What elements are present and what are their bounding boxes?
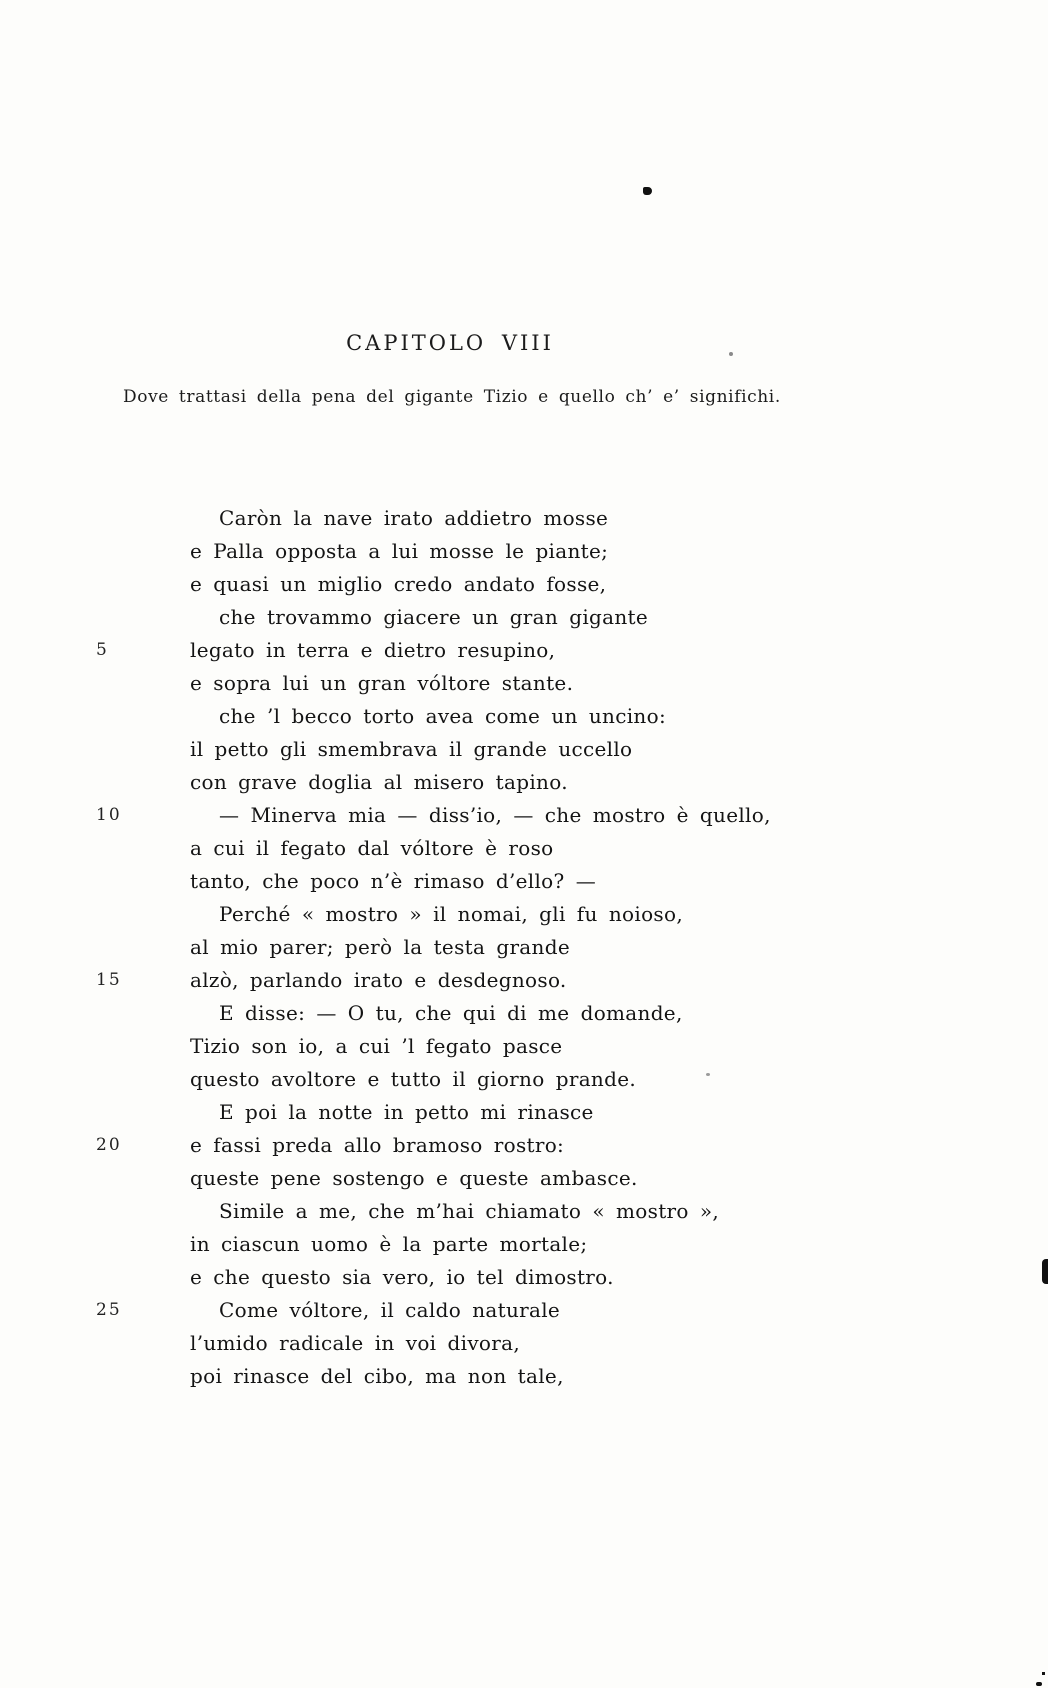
poem-line-text: Come vóltore, il caldo naturale (219, 1298, 561, 1322)
poem-line-text: che trovammo giacere un gran gigante (219, 605, 649, 629)
ink-speck (1042, 1259, 1048, 1284)
poem-line (0, 799, 1048, 832)
poem-line-text: e Palla opposta a lui mosse le piante; (190, 539, 609, 563)
poem-line-text: a cui il fegato dal vóltore è roso (190, 836, 554, 860)
poem-line (0, 1063, 1048, 1096)
poem-line (0, 502, 1048, 535)
poem-line (0, 1360, 1048, 1393)
poem-line-text: Tizio son io, a cui ’l fegato pasce (190, 1034, 563, 1058)
poem-line (0, 931, 1048, 964)
ink-speck (706, 1073, 710, 1076)
line-number: 25 (96, 1300, 122, 1320)
line-number: 15 (96, 970, 122, 990)
poem-line-text: con grave doglia al misero tapino. (190, 770, 568, 794)
poem-line (0, 1195, 1048, 1228)
poem-line-text: e fassi preda allo bramoso rostro: (190, 1133, 565, 1157)
poem-line-text: alzò, parlando irato e desdegnoso. (190, 968, 567, 992)
poem-line (0, 700, 1048, 733)
poem (0, 502, 1048, 1393)
poem-line (0, 997, 1048, 1030)
poem-line (0, 601, 1048, 634)
poem-line (0, 1162, 1048, 1195)
ink-speck (643, 187, 652, 195)
poem-line-text: e sopra lui un gran vóltore stante. (190, 671, 574, 695)
poem-line-text: al mio parer; però la testa grande (190, 935, 570, 959)
poem-line-text: legato in terra e dietro resupino, (190, 638, 556, 662)
poem-line (0, 1228, 1048, 1261)
poem-line (0, 1030, 1048, 1063)
poem-line-text: queste pene sostengo e queste ambasce. (190, 1166, 638, 1190)
poem-line (0, 634, 1048, 667)
poem-line-text: in ciascun uomo è la parte mortale; (190, 1232, 588, 1256)
poem-line (0, 1327, 1048, 1360)
poem-line-text: Perché « mostro » il nomai, gli fu noioso, (219, 902, 683, 926)
poem-line (0, 1096, 1048, 1129)
poem-line (0, 1294, 1048, 1327)
ink-speck (729, 352, 733, 356)
poem-line (0, 865, 1048, 898)
poem-line-text: tanto, che poco n’è rimaso d’ello? — (190, 869, 597, 893)
poem-line (0, 667, 1048, 700)
poem-line-text: e quasi un miglio credo andato fosse, (190, 572, 607, 596)
poem-line (0, 1129, 1048, 1162)
poem-line (0, 898, 1048, 931)
ink-speck (1042, 1672, 1045, 1675)
line-number: 5 (96, 640, 109, 660)
chapter-title: CAPITOLO VIII (346, 331, 554, 355)
line-number: 20 (96, 1135, 122, 1155)
poem-line-text: l’umido radicale in voi divora, (190, 1331, 521, 1355)
chapter-subtitle: Dove trattasi della pena del gigante Tizio e quello ch’ e’ significhi. (123, 387, 781, 407)
poem-line-text: poi rinasce del cibo, ma non tale, (190, 1364, 564, 1388)
poem-line-text: E poi la notte in petto mi rinasce (219, 1100, 594, 1124)
poem-line-text: che ’l becco torto avea come un uncino: (219, 704, 666, 728)
poem-line-text: E disse: — O tu, che qui di me domande, (219, 1001, 683, 1025)
poem-line (0, 832, 1048, 865)
poem-line-text: Simile a me, che m’hai chiamato « mostro », (219, 1199, 720, 1223)
poem-line-text: il petto gli smembrava il grande uccello (190, 737, 633, 761)
poem-line (0, 568, 1048, 601)
ink-speck (1036, 1682, 1042, 1686)
poem-line (0, 535, 1048, 568)
poem-line (0, 766, 1048, 799)
line-number: 10 (96, 805, 122, 825)
poem-line-text: — Minerva mia — diss’io, — che mostro è quello, (219, 803, 771, 827)
poem-line-text: Caròn la nave irato addietro mosse (219, 506, 609, 530)
poem-line (0, 1261, 1048, 1294)
poem-line (0, 733, 1048, 766)
poem-line-text: e che questo sia vero, io tel dimostro. (190, 1265, 614, 1289)
poem-line (0, 964, 1048, 997)
poem-line-text: questo avoltore e tutto il giorno prande. (190, 1067, 636, 1091)
